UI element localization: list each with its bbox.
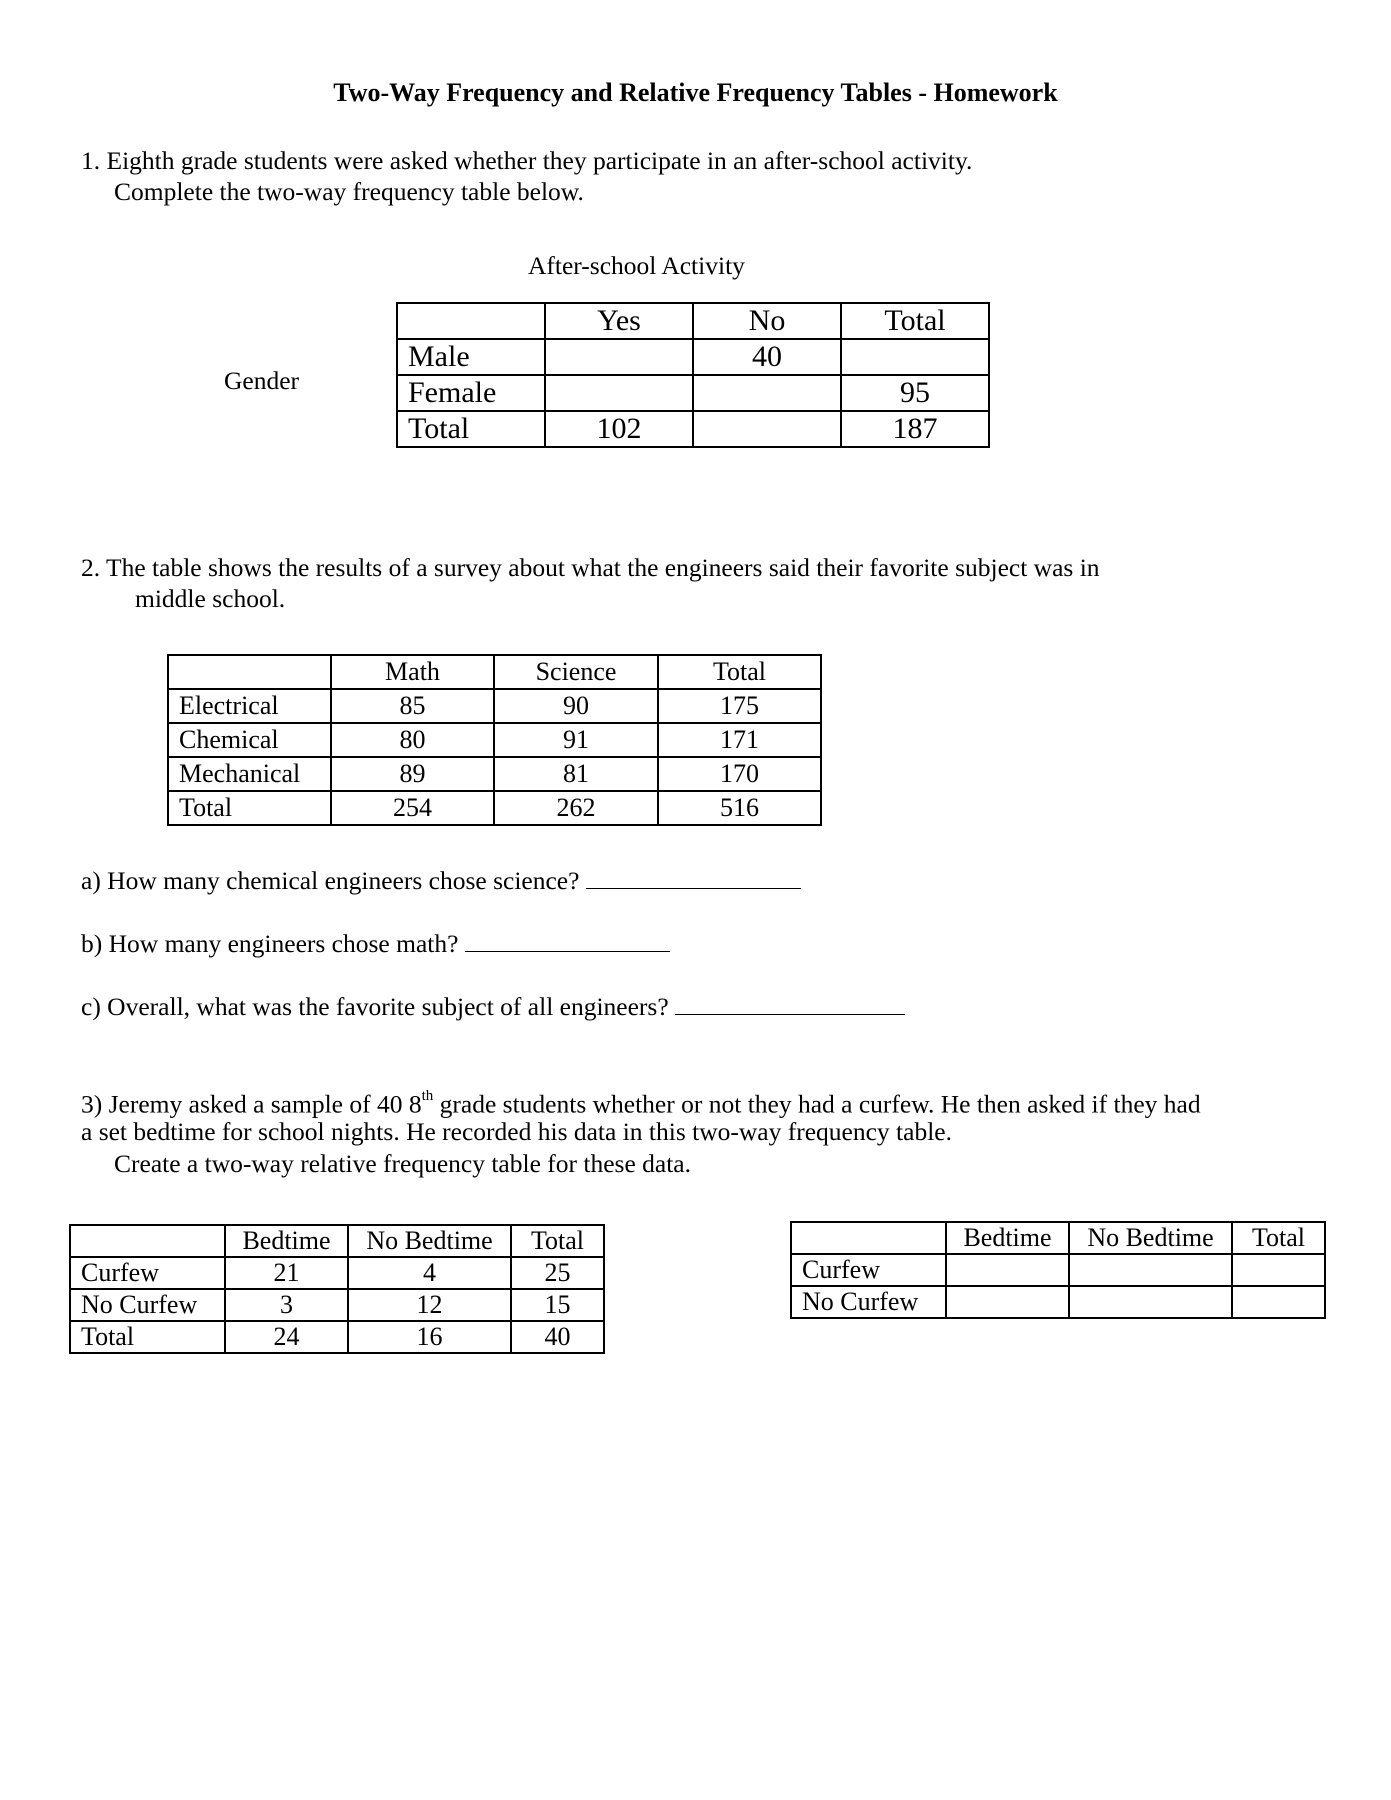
- table-row: [397, 303, 989, 339]
- q1-row-group-label: Gender: [224, 366, 300, 395]
- table-row: [791, 1254, 1325, 1286]
- table-cell-blank[interactable]: [1232, 1254, 1325, 1286]
- table-cell: 102: [545, 411, 693, 447]
- table-cell: 15: [511, 1289, 604, 1321]
- table-row: [70, 1257, 604, 1289]
- table-row: [70, 1289, 604, 1321]
- table-row: [70, 1321, 604, 1353]
- table-row-label: Curfew: [70, 1257, 225, 1289]
- page-title: Two-Way Frequency and Relative Frequency Tables - Homework: [333, 78, 1058, 107]
- table-row: [397, 339, 989, 375]
- table-row: [168, 689, 821, 723]
- table-cell: 170: [658, 757, 821, 791]
- table-cell: 4: [348, 1257, 511, 1289]
- table-row-label: Mechanical: [168, 757, 331, 791]
- table-row-label: Curfew: [791, 1254, 946, 1286]
- table-cell: 85: [331, 689, 494, 723]
- q2-survey-table: [167, 654, 822, 826]
- q1-col-group-label: After-school Activity: [528, 251, 745, 280]
- table-row: [397, 411, 989, 447]
- table-row: [168, 723, 821, 757]
- q2-question-c: [81, 990, 905, 1022]
- table-cell: 90: [494, 689, 658, 723]
- table-header-cell: No Bedtime: [348, 1225, 511, 1257]
- table-cell: [791, 1222, 946, 1254]
- table-cell-blank[interactable]: [946, 1286, 1069, 1318]
- table-row-label: Total: [168, 791, 331, 825]
- table-row-label: Electrical: [168, 689, 331, 723]
- table-row-label: No Curfew: [791, 1286, 946, 1318]
- table-row-label: Total: [70, 1321, 225, 1353]
- q1-prompt-line2: Complete the two-way frequency table below.: [114, 177, 584, 206]
- table-header-cell: Yes: [545, 303, 693, 339]
- table-cell: 3: [225, 1289, 348, 1321]
- table-cell: [397, 303, 545, 339]
- question-text: c) Overall, what was the favorite subject of all engineers?: [81, 992, 669, 1021]
- table-cell: [70, 1225, 225, 1257]
- question-text: b) How many engineers chose math?: [81, 929, 459, 958]
- table-row: [791, 1222, 1325, 1254]
- table-cell: [168, 655, 331, 689]
- table-row: [168, 655, 821, 689]
- table-cell: 91: [494, 723, 658, 757]
- question-text: a) How many chemical engineers chose science?: [81, 866, 580, 895]
- table-row-label: Male: [397, 339, 545, 375]
- table-header-cell: Science: [494, 655, 658, 689]
- answer-blank[interactable]: [465, 927, 670, 952]
- table-row-label: Total: [397, 411, 545, 447]
- table-header-cell: No Bedtime: [1069, 1222, 1232, 1254]
- q3-prompt-line1: [81, 1084, 1201, 1120]
- table-row-label: No Curfew: [70, 1289, 225, 1321]
- table-cell: 16: [348, 1321, 511, 1353]
- table-cell: 171: [658, 723, 821, 757]
- q3-frequency-table: [69, 1224, 605, 1354]
- table-row-label: Chemical: [168, 723, 331, 757]
- answer-blank[interactable]: [586, 864, 801, 889]
- table-row-label: Female: [397, 375, 545, 411]
- table-cell: 254: [331, 791, 494, 825]
- q3-prompt-line2: a set bedtime for school nights. He recorded his data in this two-way frequency table.: [81, 1117, 952, 1146]
- table-cell: 262: [494, 791, 658, 825]
- table-cell: 40: [693, 339, 841, 375]
- q3-superscript: th: [421, 1088, 434, 1104]
- q2-prompt-line1: 2. The table shows the results of a survey about what the engineers said their favorite subject was in: [81, 553, 1100, 582]
- q2-question-a: [81, 864, 801, 896]
- table-cell-blank[interactable]: [693, 411, 841, 447]
- table-cell-blank[interactable]: [693, 375, 841, 411]
- table-cell: 12: [348, 1289, 511, 1321]
- table-cell-blank[interactable]: [1069, 1286, 1232, 1318]
- table-row: [70, 1225, 604, 1257]
- table-header-cell: No: [693, 303, 841, 339]
- table-cell-blank[interactable]: [545, 339, 693, 375]
- q1-frequency-table: [396, 302, 990, 448]
- table-row: [791, 1286, 1325, 1318]
- table-row: [168, 757, 821, 791]
- answer-blank[interactable]: [675, 990, 905, 1015]
- q3-text: grade students whether or not they had a curfew. He then asked if they had: [433, 1089, 1201, 1119]
- table-cell-blank[interactable]: [1069, 1254, 1232, 1286]
- table-cell: 24: [225, 1321, 348, 1353]
- table-row: [397, 375, 989, 411]
- table-header-cell: Total: [1232, 1222, 1325, 1254]
- q3-text: 3) Jeremy asked a sample of 40 8: [81, 1089, 422, 1119]
- table-cell: 80: [331, 723, 494, 757]
- table-cell: 25: [511, 1257, 604, 1289]
- table-cell: 175: [658, 689, 821, 723]
- table-cell: 40: [511, 1321, 604, 1353]
- table-cell: 81: [494, 757, 658, 791]
- table-row: [168, 791, 821, 825]
- table-header-cell: Total: [841, 303, 989, 339]
- table-cell: 187: [841, 411, 989, 447]
- q1-prompt-line1: 1. Eighth grade students were asked whether they participate in an after-school activity.: [81, 146, 973, 175]
- table-cell-blank[interactable]: [946, 1254, 1069, 1286]
- table-cell: 516: [658, 791, 821, 825]
- table-header-cell: Total: [658, 655, 821, 689]
- table-cell-blank[interactable]: [1232, 1286, 1325, 1318]
- q3-prompt-line3: Create a two-way relative frequency table for these data.: [114, 1149, 691, 1178]
- table-header-cell: Bedtime: [946, 1222, 1069, 1254]
- q2-prompt-line2: middle school.: [135, 584, 286, 613]
- table-header-cell: Math: [331, 655, 494, 689]
- q2-question-b: [81, 927, 670, 959]
- q3-relative-frequency-table: [790, 1221, 1326, 1319]
- table-header-cell: Total: [511, 1225, 604, 1257]
- table-cell: 95: [841, 375, 989, 411]
- table-cell: 21: [225, 1257, 348, 1289]
- table-cell: 89: [331, 757, 494, 791]
- table-cell-blank[interactable]: [545, 375, 693, 411]
- table-cell-blank[interactable]: [841, 339, 989, 375]
- table-header-cell: Bedtime: [225, 1225, 348, 1257]
